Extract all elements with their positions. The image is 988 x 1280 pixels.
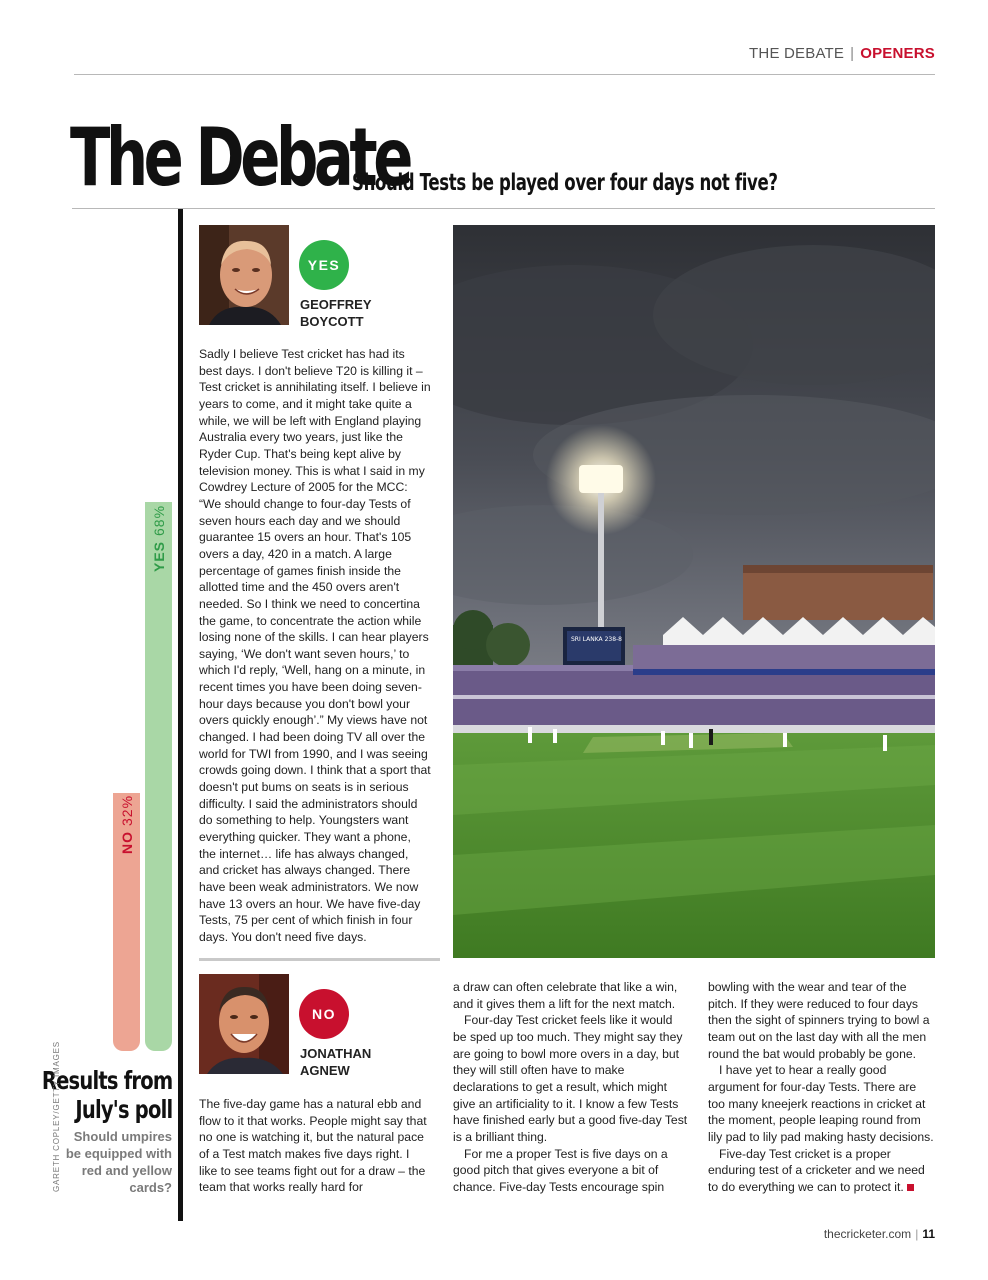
yes-name-first: GEOFFREY (300, 297, 372, 312)
no-argument-column-1 (199, 1096, 431, 1196)
no-paragraph-2: Four-day Test cricket feels like it would be sped up too much. They might say they are going to bowl more overs in a day, but they will still often have to make declarations to get a result, which might give an artificiality to it. I know a few Tests have finished early but a good five-day Test is a brilliant thing. (453, 1013, 688, 1144)
no-paragraph-5 (708, 1146, 936, 1196)
poll-question: Should umpires be equipped with red and yellow cards? (65, 1129, 172, 1195)
page-number: 11 (922, 1227, 935, 1241)
yes-badge: YES (299, 240, 349, 290)
section-label: THE DEBATE (749, 45, 845, 62)
no-argument-column-3 (708, 979, 936, 1196)
yes-argument-text (199, 346, 431, 946)
title-rule (72, 208, 935, 209)
yes-name-last: BOYCOTT (300, 314, 364, 329)
section-rule (199, 958, 440, 961)
page-title: The Debate (70, 111, 409, 204)
poll-yes-bar (145, 502, 172, 1051)
no-paragraph-3-start: For me a proper Test is five days on a good pitch that gives everyone a bit of chance. Five-day Tests encourage spin (453, 1146, 668, 1194)
yes-paragraph: Sadly I believe Test cricket has had its best days. I don't believe T20 is killing it – Test cricket is annihilating itself. I believe in years to come, and it might take quite a while, we will be left with England playing Australia every two years, just like the Ryder Cup. That's being kept alive by television money. This is what I said in my Cowdrey Lecture of 2005 for the MCC: “We should change to four-day Tests of seven hours each day and we should guarantee 15 overs an hour. That's 105 overs a day, 420 in a match. A large percentage of games finish inside the allotted time and the 450 overs aren't needed. So I think we need to concertina the game, to concentrate the action while losing none of the skills. I can hear players saying, ‘We don't want seven hours,’ to which I'd reply, ‘Well, hang on a minute, in recent times you have been doing seven-hour days because you don't bowl your overs quickly enough’.” My views have not changed. I had been doing TV all over the world for TWI from 1990, and I was seeing crowds going down. I think that a sport that doesn't put bums on seats is in serious difficulty. I said the administrators should do something to help. Youngsters want everything quicker. They want a phone, the internet… life has always changed, and cricket has always changed. There have been weak administrators. We now have 13 overs an hour. We have five-day Tests, 75 per cent of which finish in four days. You don't need five days. (199, 347, 431, 944)
no-contributor-name (300, 1045, 371, 1079)
yes-contributor-name (300, 296, 372, 330)
poll-yes-percent: 68% (151, 504, 167, 536)
footer-separator: | (915, 1227, 919, 1241)
no-paragraph-3-end: bowling with the wear and tear of the pitch. If they were reduced to four days then the sight of spinners trying to bowl a team out on the last day with all the men round the bat would probably be gone. (708, 980, 930, 1061)
site-name: thecricketer.com (823, 1227, 912, 1241)
poll-no-word: NO (119, 831, 135, 854)
no-badge: NO (299, 989, 349, 1039)
no-argument-column-2 (453, 979, 688, 1196)
top-rule (74, 74, 935, 75)
boycott-portrait (199, 225, 289, 325)
page-footer (824, 1227, 935, 1241)
no-name-last: AGNEW (300, 1063, 350, 1078)
poll-no-label (119, 795, 135, 854)
no-paragraph-5-text: Five-day Test cricket is a proper enduring test of a cricketer and we need to do everything we can to protect it. (708, 1146, 925, 1194)
end-of-article-mark (907, 1184, 914, 1191)
no-paragraph-4: I have yet to hear a really good argument for four-day Tests. There are too many kneejerk reactions in cricket at the moment, people leaping round from lily pad to lily pad making hasty decisions. (708, 1063, 934, 1144)
subsection-label: OPENERS (860, 45, 935, 62)
running-header (749, 45, 935, 62)
no-paragraph-1-start: The five-day game has a natural ebb and flow to it that works. People might say that no one is watching it, but the natural pace of a Test match makes five days right. I like to see teams fight out for a draw – the team that works really hard for (199, 1097, 427, 1195)
photo-credit: GARETH COPLEY/GETTY IMAGES (52, 1041, 61, 1192)
poll-title-line1: Results from (41, 1066, 172, 1095)
poll-no-percent: 32% (119, 794, 135, 826)
no-paragraph-1-end: a draw can often celebrate that like a win, and it gives them a lift for the next match. (453, 980, 678, 1011)
no-name-first: JONATHAN (300, 1046, 372, 1061)
agnew-portrait (199, 974, 289, 1074)
poll-yes-label (151, 505, 167, 572)
debate-question: Should Tests be played over four days not five? (352, 170, 778, 196)
header-separator: | (850, 45, 855, 62)
stadium-photo (453, 225, 935, 958)
poll-yes-word: YES (151, 540, 167, 572)
poll-title-line2: July's poll (74, 1095, 172, 1124)
scoreboard-text: SRI LANKA 238-8 (571, 636, 623, 643)
column-divider (178, 209, 183, 1221)
